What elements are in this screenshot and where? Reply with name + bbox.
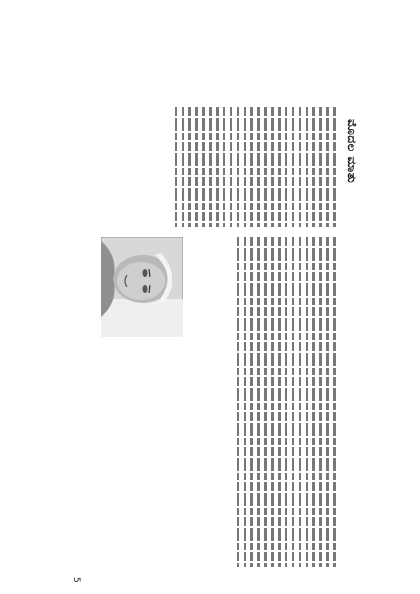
text-line bbox=[223, 107, 226, 227]
text-line bbox=[333, 237, 336, 567]
rotated-page-content bbox=[69, 107, 359, 583]
text-line bbox=[278, 107, 281, 227]
text-line bbox=[209, 107, 212, 227]
text-line bbox=[326, 107, 329, 227]
text-line bbox=[188, 107, 191, 227]
text-line bbox=[306, 107, 309, 227]
text-line bbox=[244, 107, 247, 227]
text-line bbox=[312, 237, 315, 567]
text-line bbox=[333, 107, 336, 227]
text-line bbox=[285, 107, 288, 227]
page-title: ಮೊದಲ ಮಾತು bbox=[345, 119, 359, 184]
text-line bbox=[271, 107, 274, 227]
text-line bbox=[250, 237, 253, 567]
text-line bbox=[230, 107, 233, 227]
text-line bbox=[292, 107, 295, 227]
text-line bbox=[285, 237, 288, 567]
text-line bbox=[278, 237, 281, 567]
text-line bbox=[264, 107, 267, 227]
text-line bbox=[257, 107, 260, 227]
text-line bbox=[216, 107, 219, 227]
author-photo bbox=[101, 237, 183, 337]
text-line bbox=[326, 237, 329, 567]
portrait-image bbox=[101, 237, 183, 337]
page-number: 5 bbox=[71, 577, 81, 583]
text-line bbox=[237, 107, 240, 227]
text-line bbox=[202, 107, 205, 227]
text-line bbox=[292, 237, 295, 567]
text-line bbox=[271, 237, 274, 567]
text-line bbox=[237, 237, 240, 567]
text-line bbox=[257, 237, 260, 567]
text-line bbox=[182, 107, 185, 227]
main-text-column bbox=[189, 237, 339, 567]
text-line bbox=[299, 107, 302, 227]
intro-column bbox=[89, 107, 339, 227]
text-line bbox=[244, 237, 247, 567]
text-line bbox=[312, 107, 315, 227]
text-line bbox=[250, 107, 253, 227]
text-line bbox=[299, 237, 302, 567]
text-line bbox=[195, 107, 198, 227]
text-line bbox=[319, 237, 322, 567]
text-line bbox=[175, 107, 178, 227]
text-line bbox=[306, 237, 309, 567]
text-line bbox=[264, 237, 267, 567]
text-line bbox=[319, 107, 322, 227]
